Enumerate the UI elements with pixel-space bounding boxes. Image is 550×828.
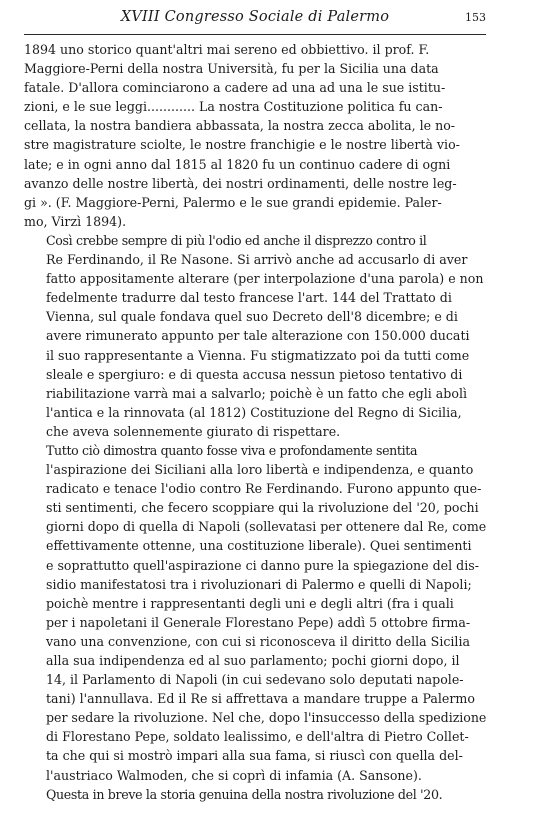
text-line: Così crebbe sempre di più l'odio ed anche il disprezzo contro il bbox=[46, 232, 427, 248]
text-line: sidio manifestatosi tra i rivoluzionari di Palermo e quelli di Napoli; bbox=[46, 576, 472, 592]
text-line: 1894 uno storico quant'altri mai sereno ed obbiettivo. il prof. F. bbox=[24, 42, 430, 57]
text-line: poichè mentre i rappresentanti degli uni e degli altri (fra i quali bbox=[46, 595, 454, 611]
text-line: cellata, la nostra bandiera abbassata, la nostra zecca abolita, le no- bbox=[24, 118, 456, 134]
text-line: Questa in breve la storia genuina della nostra rivoluzione del '20. bbox=[46, 786, 443, 802]
text-line: tani) l'annullava. Ed il Re si affrettava a mandare truppe a Palermo bbox=[46, 691, 475, 707]
text-line: 14, il Parlamento di Napoli (in cui sedevano solo deputati napole- bbox=[46, 672, 464, 688]
text-line: Re Ferdinando, il Re Nasone. Si arrivò anche ad accusarlo di aver bbox=[46, 252, 468, 268]
paragraph bbox=[24, 40, 486, 231]
text-line: Maggiore-Perni della nostra Università, fu per la Sicilia una data bbox=[24, 61, 439, 77]
text-line: giorni dopo di quella di Napoli (sollevatasi per ottenere dal Re, come bbox=[46, 519, 487, 535]
text-line: per sedare la rivoluzione. Nel che, dopo l'insuccesso della spedizione bbox=[46, 710, 487, 726]
text-line: stre magistrature sciolte, le nostre franchigie e le nostre libertà vio- bbox=[24, 137, 460, 153]
text-line: sti sentimenti, che fecero scoppiare qui la rivoluzione del '20, pochi bbox=[46, 500, 479, 516]
text-line: sleale e spergiuro: e di questa accusa nessun pietoso tentativo di bbox=[46, 366, 463, 382]
text-line: che aveva solennemente giurato di rispettare. bbox=[46, 423, 341, 439]
paragraph bbox=[24, 441, 486, 785]
book-page bbox=[24, 0, 486, 828]
text-line: avanzo delle nostre libertà, dei nostri ordinamenti, delle nostre leg- bbox=[24, 175, 457, 191]
text-line: Tutto ciò dimostra quanto fosse viva e profondamente sentita bbox=[46, 442, 418, 458]
paragraph bbox=[24, 785, 486, 804]
text-line: ta che qui si mostrò impari alla sua fama, si riuscì con quella del- bbox=[46, 748, 463, 764]
text-line: effettivamente ottenne, una costituzione liberale). Quei sentimenti bbox=[46, 538, 472, 554]
text-line: di Florestano Pepe, soldato lealissimo, e dell'altra di Pietro Collet- bbox=[46, 729, 469, 745]
text-line: Vienna, sul quale fondava quel suo Decreto dell'8 dicembre; e di bbox=[46, 309, 458, 325]
running-title: XVIII Congresso Sociale di Palermo bbox=[120, 9, 390, 25]
body-text bbox=[24, 40, 486, 804]
text-line: fatto appositamente alterare (per interpolazione d'una parola) e non bbox=[46, 271, 484, 287]
text-line: fatale. D'allora cominciarono a cadere ad una ad una le sue istitu- bbox=[24, 80, 446, 96]
text-line: il suo rappresentante a Vienna. Fu stigmatizzato poi da tutti come bbox=[46, 347, 470, 363]
text-line: l'austriaco Walmoden, che si coprì di infamia (A. Sansone). bbox=[46, 767, 422, 783]
text-line: avere rimunerato appunto per tale alterazione con 150.000 ducati bbox=[46, 328, 470, 344]
text-line: mo, Virzì 1894). bbox=[24, 213, 127, 229]
text-line: alla sua indipendenza ed al suo parlamento; pochi giorni dopo, il bbox=[46, 653, 460, 668]
page-number: 153 bbox=[465, 11, 486, 24]
paragraph bbox=[24, 231, 486, 441]
text-line: gi ». (F. Maggiore-Perni, Palermo e le sue grandi epidemie. Paler- bbox=[24, 194, 442, 210]
text-line: fedelmente tradurre dal testo francese l'art. 144 del Trattato di bbox=[46, 290, 452, 306]
text-line: vano una convenzione, con cui si riconosceva il diritto della Sicilia bbox=[46, 633, 470, 649]
text-line: riabilitazione varrà mai a salvarlo; poichè è un fatto che egli abolì bbox=[46, 385, 467, 401]
running-header bbox=[24, 0, 486, 35]
text-line: l'aspirazione dei Siciliani alla loro libertà e indipendenza, e quanto bbox=[46, 462, 474, 478]
text-line: l'antica e la rinnovata (al 1812) Costituzione del Regno di Sicilia, bbox=[46, 404, 462, 420]
text-line: per i napoletani il Generale Florestano Pepe) addì 5 ottobre firma- bbox=[46, 614, 471, 630]
text-line: e soprattutto quell'aspirazione ci danno pure la spiegazione del dis- bbox=[46, 557, 479, 573]
text-line: zioni, e le sue leggi............ La nostra Costituzione politica fu can- bbox=[24, 99, 443, 115]
text-line: radicato e tenace l'odio contro Re Ferdinando. Furono appunto que- bbox=[46, 481, 482, 497]
text-line: late; e in ogni anno dal 1815 al 1820 fu un continuo cadere di ogni bbox=[24, 156, 451, 172]
